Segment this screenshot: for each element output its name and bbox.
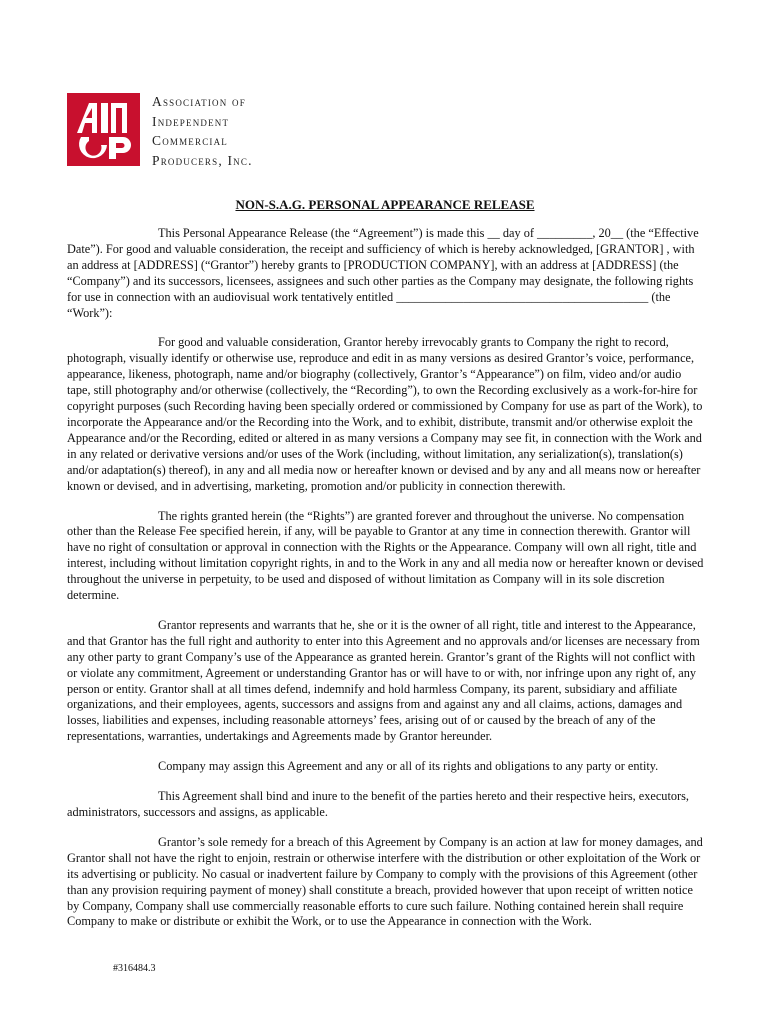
document-number: #316484.3	[113, 963, 156, 974]
document-title: NON-S.A.G. PERSONAL APPEARANCE RELEASE	[235, 197, 535, 212]
document-body	[67, 226, 705, 944]
logo-line: Producers, Inc.	[152, 152, 253, 168]
paragraph-assignment: Company may assign this Agreement and any or all of its rights and obligations to any party or entity.	[158, 759, 659, 774]
aicp-logo-mark	[67, 93, 140, 166]
logo-line: Commercial	[152, 133, 229, 149]
paragraph-remedies: Grantor’s sole remedy for a breach of this Agreement by Company is an action at law for money damages, and Grantor shall not have the right to enjoin, restrain or otherwise interfere with the distribution or other exploitation of the Work or its advertising or publicity. No casual or inadvertent failure by Company to comply with the provisions of this Agreement (other than any provision requiring payment of money) shall constitute a breach, provided however that upon receipt of written notice by Company, Company shall use commercially reasonable efforts to cure such failure. Nothing contained herein shall require Company to make or distribute or exhibit the Work, or to use the Appearance in connection with the Work.	[67, 834, 703, 929]
aicp-logo	[67, 89, 257, 169]
aicp-logo-wordmark	[152, 92, 262, 170]
paragraph-rights-term: The rights granted herein (the “Rights”) are granted forever and throughout the universe. No compensation other than the Release Fee specified herein, if any, will be payable to Grantor at any time in connection therewith. Grantor will have no right of consultation or approval in connection with the Rights or the Appearance. Company will own all right, title and interest, including without limitation copyright rights, in and to the Work in any and all media now or hereafter known or devised throughout the universe in perpetuity, to be used and disposed of without limitation as Company will in its sole discretion determine.	[67, 508, 704, 603]
paragraph-binding-effect: This Agreement shall bind and inure to the benefit of the parties hereto and their respective heirs, executors, administrators, successors and assigns, as applicable.	[67, 789, 689, 819]
logo-line: Association of	[152, 94, 246, 109]
paragraph-agreement-intro: This Personal Appearance Release (the “Agreement”) is made this __ day of _________, 20__ (the “Effective Date”). For good and valuable consideration, the receipt and sufficiency of which is hereby acknowledged, [GRANTOR] , with an address at [ADDRESS] (“Grantor”) hereby grants to [PRODUCTION COMPANY], with an address at [ADDRESS] (the “Company”) and its successors, licensees, assignees and such other parties as the Company may designate, the following rights for use in connection with an audiovisual work tentatively entitled _________________________________________ (the “Work”):	[67, 226, 699, 320]
logo-line: Independent	[152, 113, 230, 129]
paragraph-representations: Grantor represents and warrants that he, she or it is the owner of all right, title and interest to the Appearance, and that Grantor has the full right and authority to enter into this Agreement and no approvals and/or licenses are necessary from any other party to grant Company’s use of the Appearance as granted herein. Grantor’s grant of the Rights will not conflict with or violate any commitment, Agreement or understanding Grantor has or will have to or with, nor infringe upon any right of, any person or entity. Grantor shall at all times defend, indemnify and hold harmless Company, its parent, subsidiary and affiliate organizations, and their employees, agents, successors and assigns from and against any and all claims, actions, damages and losses, liabilities and expenses, including reasonable attorneys’ fees, arising out of or caused by the breach of any of the representations, warranties, undertakings and Agreements made by Grantor hereunder.	[67, 617, 700, 744]
paragraph-grant-of-rights: For good and valuable consideration, Grantor hereby irrevocably grants to Company the right to record, photograph, visually identify or otherwise use, reproduce and edit in as many versions as desired Grantor’s voice, performance, appearance, likeness, photograph, name and/or biography (collectively, Grantor’s “Appearance”) on film, video and/or audio tape, still photography and/or otherwise (collectively, the “Recording”), to own the Recording exclusively as a work-for-hire for copyright purposes (such Recording having been specially ordered or commissioned by Company for use as part of the Work), to incorporate the Appearance and/or the Recording into the Work, and to exhibit, distribute, transmit and/or otherwise exploit the Appearance and/or the Recording, edited or altered in as many versions a Company may see fit, in connection with the Work and in any related or derivative versions and/or uses of the Work (including, without limitation, any serialization(s), translation(s) and/or adaptation(s) thereof), in any and all media now or hereafter known or devised and by any and all means now or hereafter known or devised, and in advertising, marketing, promotion and/or publicity in connection therewith.	[67, 335, 703, 493]
